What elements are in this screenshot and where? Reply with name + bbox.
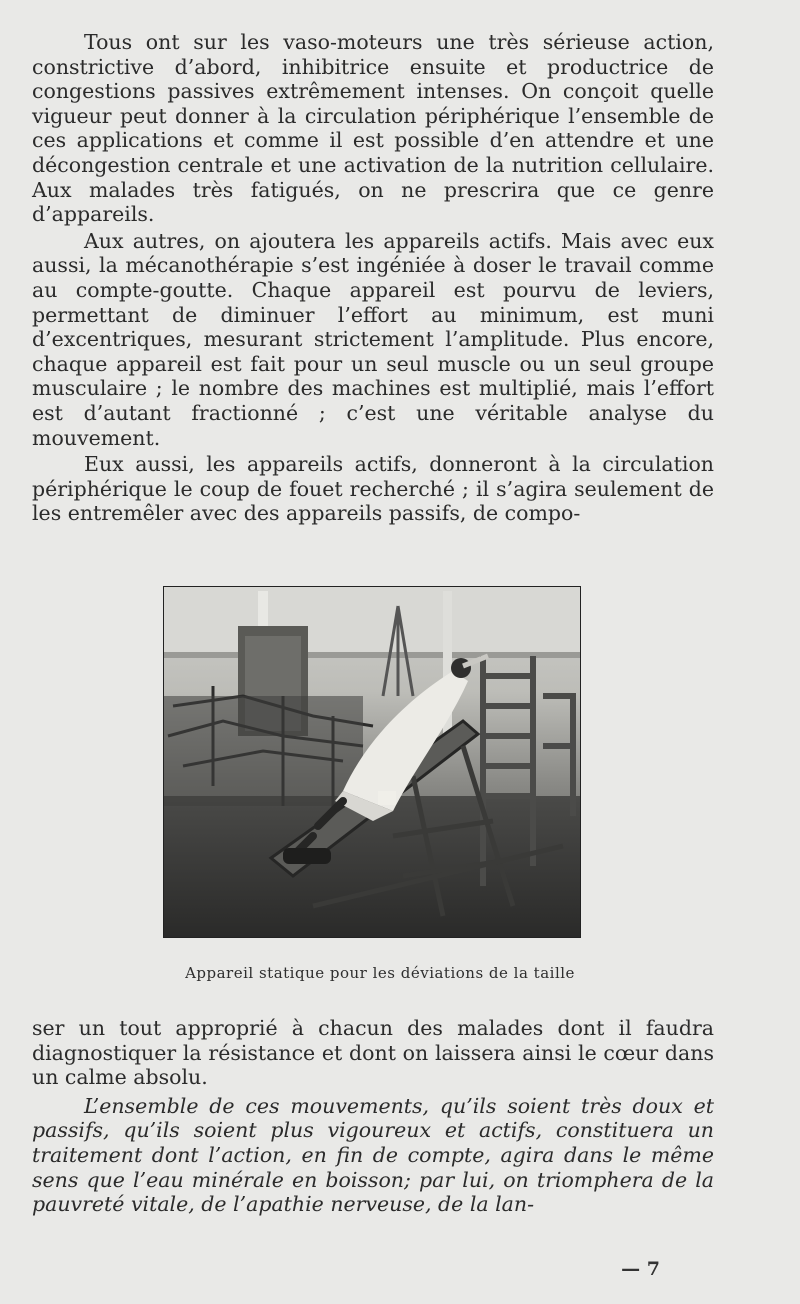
paragraph-italic-conclusion: L’ensemble de ces mouvements, qu’ils soient très doux et passifs, qu’ils soient plus vigoureux et actifs, constituera un traitement dont l’action, en fin de compte, agira dans le même sens que l’eau minérale en boisson; par lui, on triomphera de la pauvreté vitale, de l’apathie nerveuse, de la lan- [32,1093,714,1217]
paragraph-appareils-actifs: Aux autres, on ajoutera les appareils actifs. Mais avec eux aussi, la mécanothérapie s’est ingéniée à doser le travail comme au compte-goutte. Chaque appareil est pourvu de leviers, permettant de diminuer l’effort au minimum, est muni d’excentriques, mesurant strictement l’amplitude. Plus encore, chaque appareil est fait pour un seul muscle ou un seul groupe musculaire ; le nombre des machines est multiplié, mais l’effort est d’autant fractionné ; c’est une véritable analyse du mouvement. [32,228,714,450]
text-column-bottom [32,1016,714,1217]
figure-photo [163,586,581,938]
photo-mechanotherapy-icon [163,586,581,938]
paragraph-coup-de-fouet: Eux aussi, les appareils actifs, donneront à la circulation périphérique le coup de fouet recherché ; il s’agira seulement de les entremêler avec des appareils passifs, de compo- [32,452,714,526]
paragraph-vaso-moteurs: Tous ont sur les vaso-moteurs une très sérieuse action, constrictive d’abord, inhibitrice ensuite et productrice de congestions passives extrêmement intenses. On conçoit quelle vigueur peut donner à la circulation périphérique l’ensemble de ces applications et comme il est possible d’en attendre et une décongestion centrale et une activation de la nutrition cellulaire. Aux malades très fatigués, on ne prescrira que ce genre d’appareils. [32,30,714,227]
page-number: — 7 [621,1258,660,1280]
text-column-top [32,30,714,526]
paragraph-continuation: ser un tout approprié à chacun des malades dont il faudra diagnostiquer la résistance et dont on laissera ainsi le cœur dans un calme absolu. [32,1016,714,1090]
figure-caption: Appareil statique pour les déviations de la taille [185,964,575,982]
